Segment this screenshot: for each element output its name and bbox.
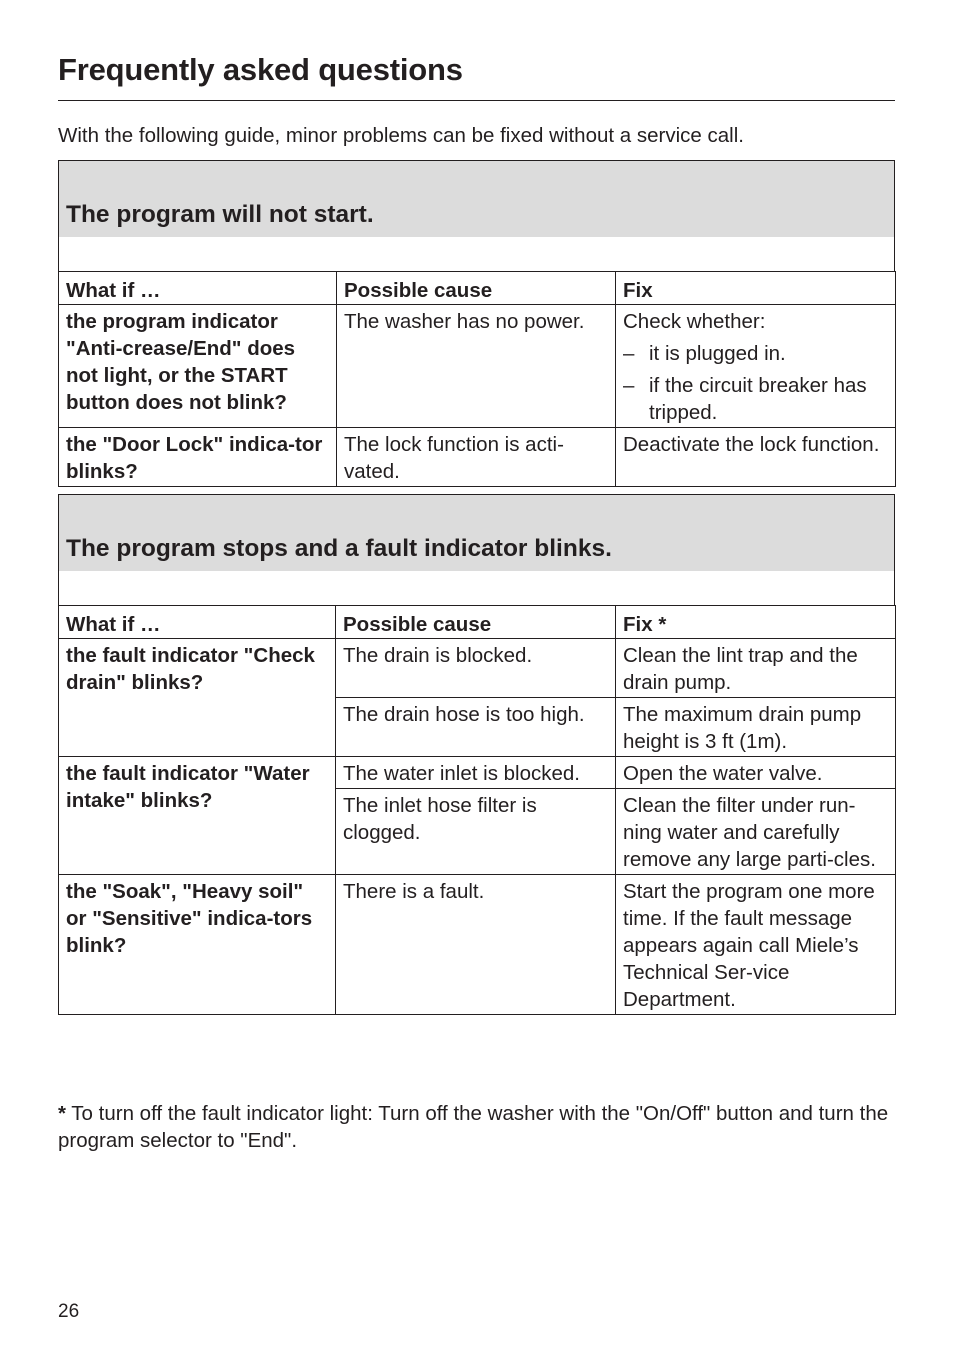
question-cell: the fault indicator "Water intake" blinks? bbox=[59, 757, 336, 875]
column-header-cause: Possible cause bbox=[337, 272, 616, 305]
cause-cell: The washer has no power. bbox=[337, 305, 616, 428]
column-header-what-if: What if … bbox=[59, 606, 336, 639]
section-spacer bbox=[59, 237, 894, 271]
faq-table bbox=[58, 605, 896, 1015]
table-row bbox=[59, 428, 896, 487]
footnote-marker: * bbox=[58, 1102, 66, 1125]
question-cell: the "Door Lock" indica-tor blinks? bbox=[59, 428, 337, 487]
question-cell: the "Soak", "Heavy soil" or "Sensitive" indica-tors blink? bbox=[59, 875, 336, 1015]
question-cell: the program indicator "Anti-crease/End" does not light, or the START button does not blink? bbox=[59, 305, 337, 428]
page-number: 26 bbox=[58, 1301, 80, 1322]
section-program-will-not-start bbox=[58, 160, 895, 487]
table-header-row bbox=[59, 606, 896, 639]
cause-cell: The inlet hose filter is clogged. bbox=[336, 789, 616, 875]
fix-cell: Clean the lint trap and the drain pump. bbox=[616, 639, 896, 698]
fix-cell: Open the water valve. bbox=[616, 757, 896, 789]
dash-bullet: – bbox=[623, 342, 635, 365]
cause-cell: There is a fault. bbox=[336, 875, 616, 1015]
title-divider bbox=[58, 100, 895, 101]
fix-list-text: it is plugged in. bbox=[649, 342, 786, 365]
section-heading: The program will not start. bbox=[59, 161, 894, 237]
footnote-text: To turn off the fault indicator light: Turn off the washer with the "On/Off" button and turn the program selector to "End". bbox=[58, 1102, 889, 1152]
cause-cell: The water inlet is blocked. bbox=[336, 757, 616, 789]
table-row bbox=[59, 875, 896, 1015]
fix-cell: The maximum drain pump height is 3 ft (1m). bbox=[616, 698, 896, 757]
footnote bbox=[58, 1100, 898, 1154]
fix-cell: Clean the filter under run-ning water and carefully remove any large parti-cles. bbox=[616, 789, 896, 875]
table-row bbox=[59, 639, 896, 698]
column-header-fix: Fix bbox=[616, 272, 896, 305]
column-header-what-if: What if … bbox=[59, 272, 337, 305]
section-header bbox=[58, 160, 895, 271]
fix-list-text: if the circuit breaker has tripped. bbox=[649, 374, 867, 424]
table-header-row bbox=[59, 272, 896, 305]
cause-cell: The drain is blocked. bbox=[336, 639, 616, 698]
fix-cell: Deactivate the lock function. bbox=[616, 428, 896, 487]
fix-list-item bbox=[623, 340, 889, 367]
column-header-fix: Fix * bbox=[616, 606, 896, 639]
table-row bbox=[59, 757, 896, 789]
table-row bbox=[59, 305, 896, 428]
section-heading: The program stops and a fault indicator blinks. bbox=[59, 495, 894, 571]
section-program-stops-fault-indicator bbox=[58, 494, 895, 1015]
section-spacer bbox=[59, 571, 894, 605]
dash-bullet: – bbox=[623, 374, 635, 397]
cause-cell: The lock function is acti-vated. bbox=[337, 428, 616, 487]
question-cell: the fault indicator "Check drain" blinks? bbox=[59, 639, 336, 757]
fix-cell: Start the program one more time. If the fault message appears again call Miele’s Technical Ser-vice Department. bbox=[616, 875, 896, 1015]
section-header bbox=[58, 494, 895, 605]
intro-text: With the following guide, minor problems can be fixed without a service call. bbox=[58, 124, 744, 147]
fix-list-item bbox=[623, 372, 889, 426]
faq-table bbox=[58, 271, 896, 487]
column-header-cause: Possible cause bbox=[336, 606, 616, 639]
fix-cell bbox=[616, 305, 896, 428]
cause-cell: The drain hose is too high. bbox=[336, 698, 616, 757]
fix-intro: Check whether: bbox=[623, 310, 766, 333]
page-title: Frequently asked questions bbox=[58, 52, 463, 87]
